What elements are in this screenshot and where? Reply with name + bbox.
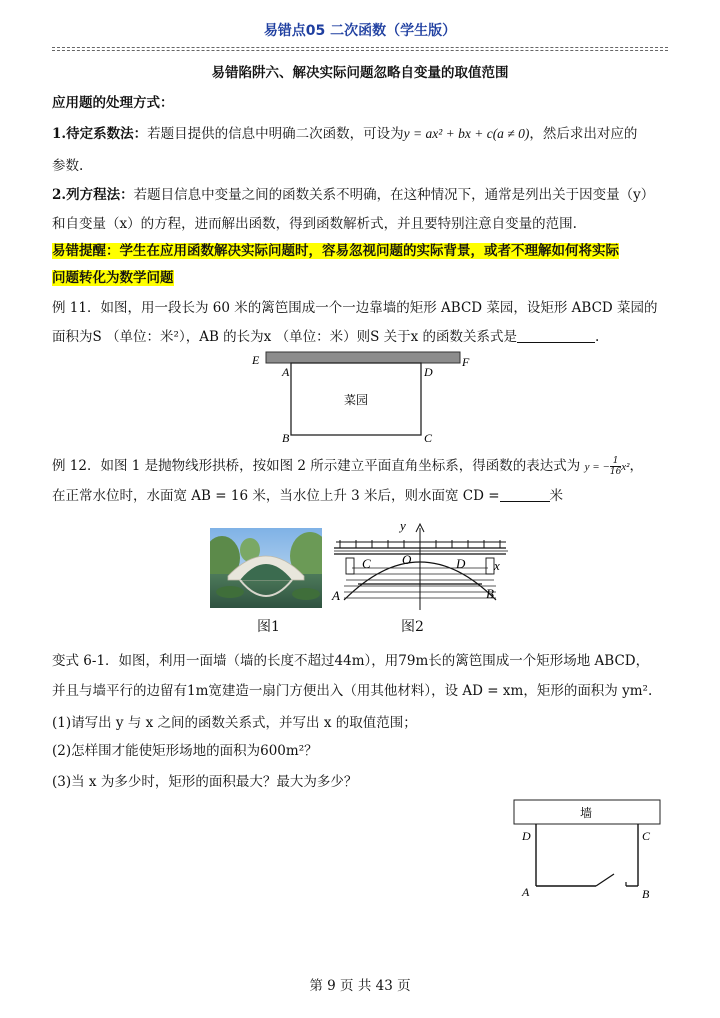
example-11-text: 面积为S （单位：米²），AB 的长为x （单位：米）则S 关于x 的函数关系式是: [52, 329, 518, 345]
header-divider: [52, 47, 668, 48]
example-12-line1-end: ，: [629, 458, 643, 474]
example-12-formula-x: x²: [621, 461, 630, 473]
example-12-line-2: [52, 486, 672, 506]
field-label-C: C: [642, 829, 651, 843]
point-D: D: [456, 556, 466, 571]
figure-2-caption: 图2: [401, 619, 424, 635]
door: [596, 874, 614, 886]
method-1-text-a: 若题目提供的信息中明确二次函数，可设为: [147, 126, 404, 142]
method-1-text-b: ，然后求出对应的: [529, 126, 638, 142]
label-D: D: [424, 365, 433, 379]
tip-text-2: 问题转化为数学问题: [52, 270, 174, 286]
garden-figure: [250, 348, 480, 446]
wall-label: 墙: [580, 806, 593, 820]
point-C: C: [362, 556, 371, 571]
method-1-line: [52, 124, 672, 144]
field-figure: [508, 796, 668, 906]
fraction-denominator: 16: [609, 467, 622, 477]
example-11-line-2: [52, 327, 672, 347]
method-1-text-c: 参数.: [52, 158, 84, 174]
example-12-text-2: 在正常水位时，水面宽 AB = 16 米，当水位上升 3 米后，则水面宽 CD =: [52, 488, 500, 504]
field-label-A: A: [522, 885, 530, 899]
figure-1-caption: 图1: [257, 619, 280, 635]
label-F: F: [462, 355, 470, 369]
example-11-line-1: 例 11．如图，用一段长为 60 米的篱笆围成一个一边靠墙的矩形 ABCD 菜园，设矩形 ABCD 菜园的: [52, 300, 658, 316]
variant-6-1-line-2: 并且与墙平行的边留有1m宽建造一扇门方便出入（用其他材料），设 AD = xm，矩形的面积为 ym².: [52, 683, 653, 699]
example-12-unit: 米: [549, 488, 564, 504]
method-2-label: 2.列方程法：: [52, 187, 134, 203]
variant-6-1-line-1: 变式 6-1．如图，利用一面墙（墙的长度不超过44m），用79m长的篱笆围成一个矩形场地 ABCD，: [52, 653, 650, 669]
section-title: 易错陷阱六、解决实际问题忽略自变量的取值范围: [211, 65, 509, 81]
question-3: (3)当 x 为多少时，矩形的面积最大？最大为多少？: [52, 774, 358, 790]
origin-label: O: [402, 552, 412, 567]
method-2-text-a: 若题目信息中变量之间的函数关系不明确，在这种情况下，通常是列出关于因变量（y）: [133, 187, 655, 203]
label-A: A: [282, 365, 290, 379]
example-12-formula-y: y = −: [584, 461, 610, 473]
fraction-numerator: 1: [610, 456, 621, 467]
axis-label-y: y: [400, 518, 406, 533]
method-2-text-b: 和自变量（x）的方程，进而解出函数，得到函数解析式，并且要特别注意自变量的范围.: [52, 216, 577, 232]
method-1-formula: y = ax² + bx + c(a ≠ 0): [403, 126, 530, 141]
header-divider-2: [52, 50, 668, 51]
label-C: C: [424, 431, 433, 445]
field-label-D: D: [522, 829, 531, 843]
answer-blank-12[interactable]: [500, 487, 550, 502]
example-11-end: .: [595, 329, 600, 345]
tip-line-2: [52, 268, 672, 288]
wall-bar: [266, 352, 460, 363]
label-B: B: [282, 431, 290, 445]
point-A: A: [332, 588, 340, 603]
question-1: (1)请写出 y 与 x 之间的函数关系式，并写出 x 的取值范围；: [52, 715, 417, 731]
answer-blank-11[interactable]: [517, 328, 595, 343]
page-header-title: 易错点05 二次函数（学生版）: [263, 23, 457, 39]
tip-text-1: 易错提醒：学生在应用函数解决实际问题时，容易忽视问题的实际背景，或者不理解如何将实际: [52, 243, 619, 259]
axis-label-x: x: [494, 558, 500, 573]
method-2-line: [52, 185, 672, 205]
field-label-B: B: [642, 887, 650, 901]
example-12-text: 例 12．如图 1 是抛物线形拱桥，按如图 2 所示建立平面直角坐标系，得函数的表达式为: [52, 458, 581, 474]
example-12-fraction: [610, 456, 621, 477]
bridge-diagram: [330, 518, 510, 610]
point-B: B: [486, 586, 494, 601]
page-footer: 第 9 页 共 43 页: [309, 978, 411, 994]
method-heading: 应用题的处理方式：: [52, 95, 174, 111]
garden-label: 菜园: [344, 393, 369, 407]
tip-line-1: [52, 241, 672, 261]
bridge-photo: [210, 528, 322, 608]
question-2: (2)怎样围才能使矩形场地的面积为600m²？: [52, 743, 318, 759]
method-1-label: 1.待定系数法：: [52, 126, 148, 142]
label-E: E: [252, 353, 260, 367]
example-12-line-1: [52, 456, 672, 477]
